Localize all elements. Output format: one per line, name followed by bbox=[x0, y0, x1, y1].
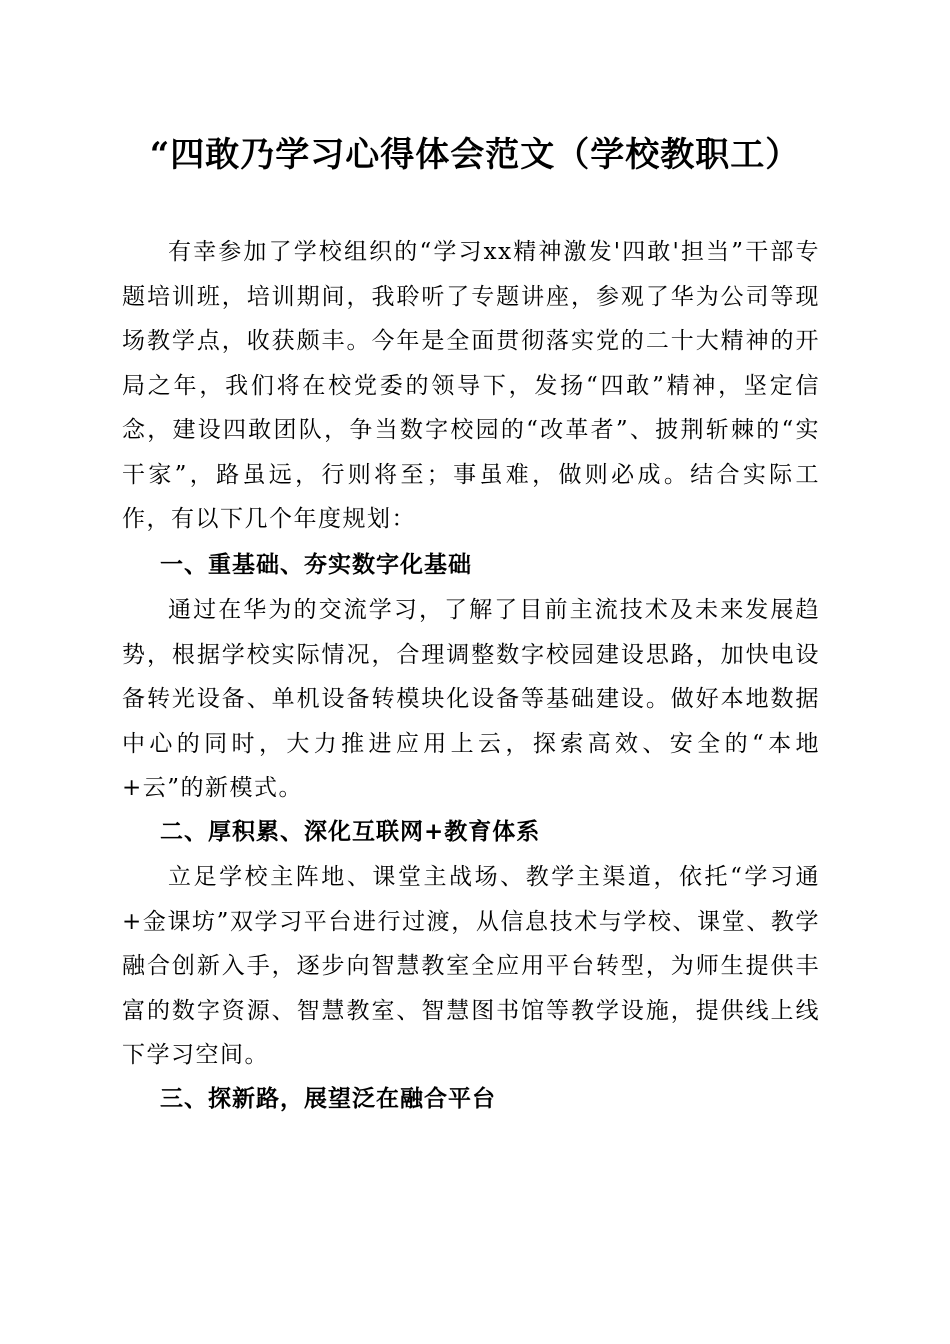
section-paragraph-2: 立足学校主阵地、课堂主战场、教学主渠道，依托“学习通+金课坊”双学习平台进行过渡，从信息技术与学校、课堂、教学融合创新入手，逐步向智慧教室全应用平台转型，为师生提供丰富的数字资源、智慧教室、智慧图书馆等教学设施，提供线上线下学习空间。 bbox=[122, 864, 820, 1068]
section-heading-1: 一、重基础、夯实数字化基础 bbox=[160, 552, 472, 578]
section-heading-2: 二、厚积累、深化互联网+教育体系 bbox=[160, 819, 541, 845]
section-paragraph-1: 通过在华为的交流学习，了解了目前主流技术及未来发展趋势，根据学校实际情况，合理调整数字校园建设思路，加快电设备转光设备、单机设备转模块化设备等基础建设。做好本地数据中心的同时，大力推进应用上云，探索高效、安全的“本地+云”的新模式。 bbox=[122, 597, 820, 801]
section-heading-3: 三、探新路，展望泛在融合平台 bbox=[160, 1086, 496, 1112]
document-title: “四敢乃学习心得体会范文（学校教职工） bbox=[149, 135, 801, 175]
intro-paragraph: 有幸参加了学校组织的“学习xx精神激发'四敢'担当”干部专题培训班，培训期间，我聆听了专题讲座，参观了华为公司等现场教学点，收获颇丰。今年是全面贯彻落实党的二十大精神的开局之年，我们将在校党委的领导下，发扬“四敢”精神，坚定信念，建设四敢团队，争当数字校园的“改革者”、披荆斩棘的“实干家”，路虽远，行则将至；事虽难，做则必成。结合实际工作，有以下几个年度规划： bbox=[122, 239, 820, 532]
